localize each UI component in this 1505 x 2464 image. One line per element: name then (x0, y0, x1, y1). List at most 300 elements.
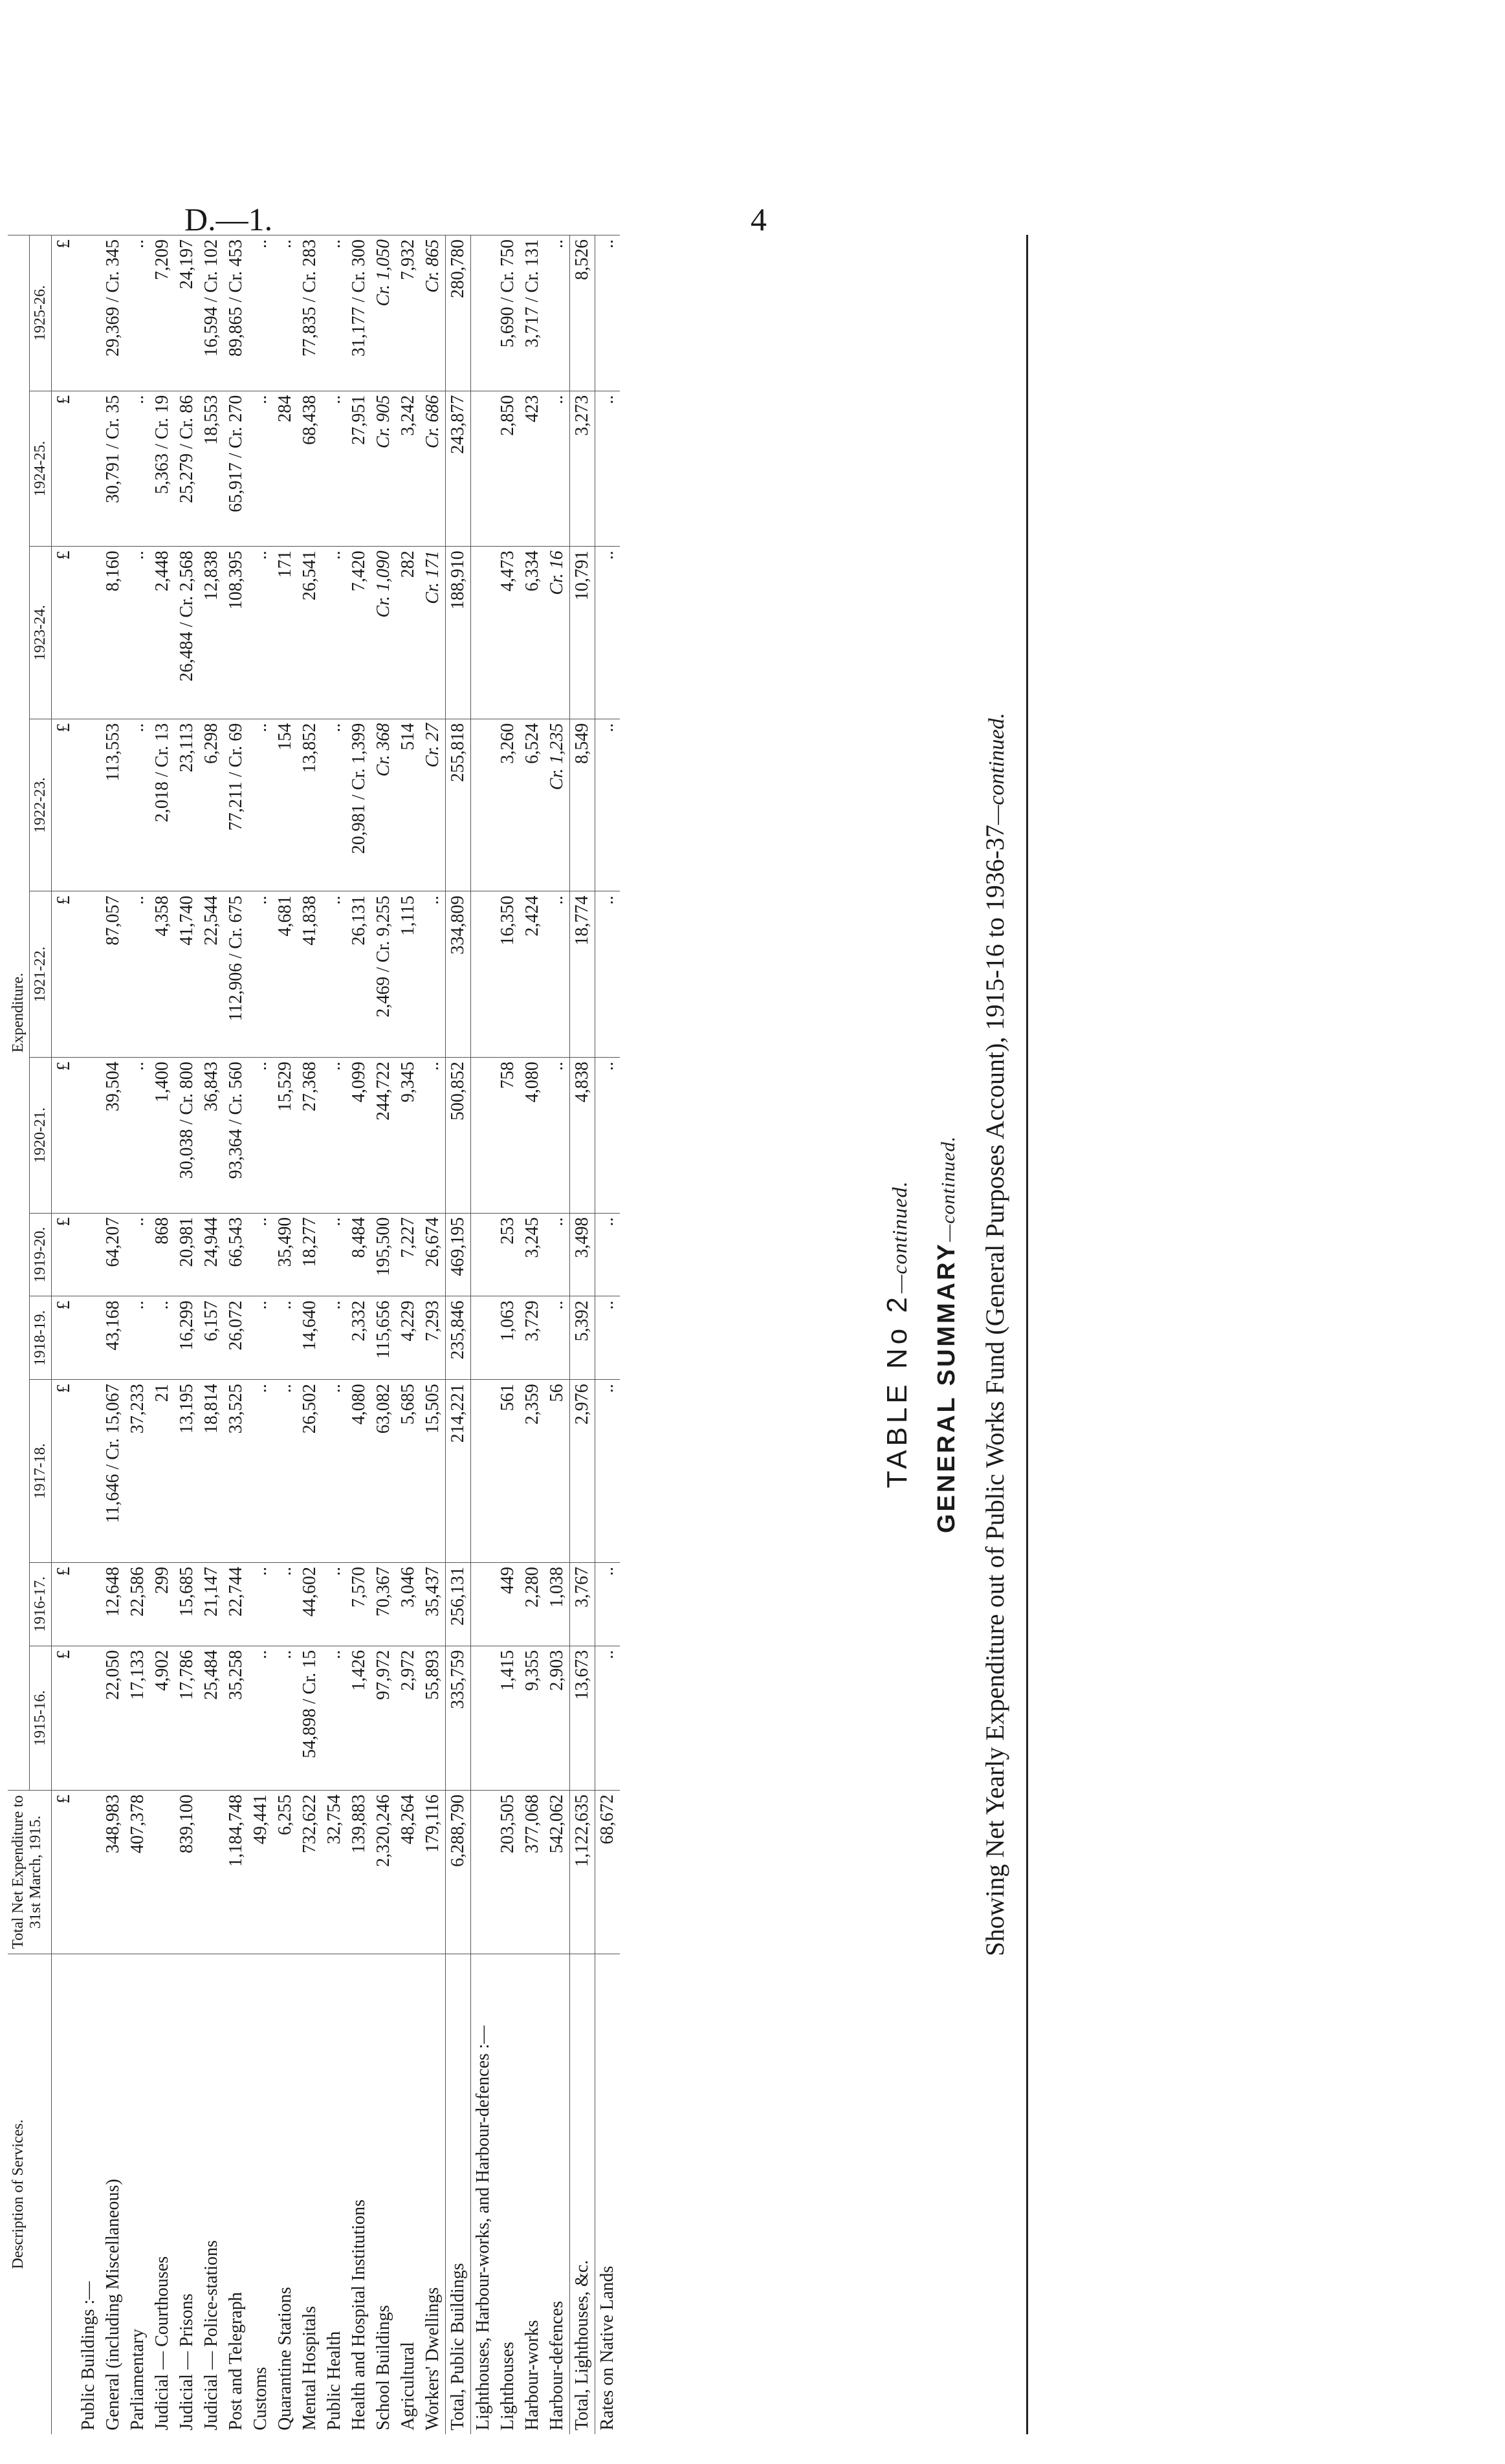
value-cell: 284 (273, 391, 298, 547)
row-label: Harbour-works (520, 1954, 545, 2435)
total-cell: 6,288,790 (446, 1791, 471, 1954)
value-cell (471, 719, 496, 891)
unit-cell: £ (52, 719, 77, 891)
value-cell: .. (322, 1562, 347, 1646)
value-cell: 22,586 (126, 1562, 150, 1646)
table-row (371, 235, 396, 2435)
value-cell: 25,484 (199, 1646, 224, 1790)
unit-row (52, 235, 77, 2435)
year-header: 1921-22. (30, 891, 52, 1058)
subtitle-suffix: —continued. (985, 713, 1009, 825)
value-cell: 1,115 (396, 891, 421, 1058)
value-cell: 7,932 (396, 235, 421, 391)
unit-cell: £ (52, 1380, 77, 1563)
value-cell: 12,838 (199, 547, 224, 719)
table-row (396, 235, 421, 2435)
value-cell: .. (248, 1213, 273, 1296)
total-cell: 48,264 (396, 1791, 421, 1954)
value-cell: 15,529 (273, 1058, 298, 1214)
table-row (446, 235, 471, 2435)
value-cell: .. (273, 1296, 298, 1380)
value-cell (471, 547, 496, 719)
unit-cell: £ (52, 1791, 77, 1954)
unit-cell: £ (52, 391, 77, 547)
value-cell (76, 1646, 101, 1790)
row-label: Customs (248, 1954, 273, 2435)
value-cell: .. (322, 547, 347, 719)
heading-text: GENERAL SUMMARY (933, 1241, 960, 1534)
row-label: Total, Public Buildings (446, 1954, 471, 2435)
value-cell (471, 1380, 496, 1563)
value-cell: 4,080 (347, 1380, 371, 1563)
value-cell: 299 (150, 1562, 175, 1646)
table-row (570, 235, 595, 2435)
value-cell: .. (595, 1646, 621, 1790)
row-label: Rates on Native Lands (595, 1954, 621, 2435)
total-cell (199, 1791, 224, 1954)
unit-cell: £ (52, 1213, 77, 1296)
total-cell: 179,116 (421, 1791, 446, 1954)
value-cell: .. (322, 1058, 347, 1214)
value-cell: 16,594 / Cr. 102 (199, 235, 224, 391)
value-cell: 2,280 (520, 1562, 545, 1646)
value-cell: .. (248, 1646, 273, 1790)
value-cell: .. (322, 235, 347, 391)
value-cell: 5,685 (396, 1380, 421, 1563)
value-cell: 77,835 / Cr. 283 (298, 235, 322, 391)
value-cell: .. (126, 1058, 150, 1214)
value-cell: 3,717 / Cr. 131 (520, 235, 545, 391)
value-cell: 41,740 (175, 891, 199, 1058)
row-label: Workers' Dwellings (421, 1954, 446, 2435)
row-label: Health and Hospital Institutions (347, 1954, 371, 2435)
value-cell: 3,242 (396, 391, 421, 547)
value-cell: 243,877 (446, 391, 471, 547)
value-cell: 4,099 (347, 1058, 371, 1214)
value-cell: 868 (150, 1213, 175, 1296)
value-cell: 195,500 (371, 1213, 396, 1296)
value-cell: 3,260 (496, 719, 520, 891)
value-cell: 7,570 (347, 1562, 371, 1646)
value-cell: 17,786 (175, 1646, 199, 1790)
value-cell: .. (248, 1296, 273, 1380)
value-cell: 11,646 / Cr. 15,067 (101, 1380, 126, 1563)
value-cell: 30,038 / Cr. 800 (175, 1058, 199, 1214)
row-label: Parliamentary (126, 1954, 150, 2435)
table-row (126, 235, 150, 2435)
value-cell: 2,850 (496, 391, 520, 547)
value-cell: .. (273, 1380, 298, 1563)
value-cell: 2,424 (520, 891, 545, 1058)
value-cell: 14,640 (298, 1296, 322, 1380)
unit-cell: £ (52, 547, 77, 719)
value-cell (76, 391, 101, 547)
value-cell: 2,903 (545, 1646, 570, 1790)
value-cell: 7,293 (421, 1296, 446, 1380)
value-cell: .. (126, 391, 150, 547)
value-cell: 2,972 (396, 1646, 421, 1790)
value-cell: 66,543 (224, 1213, 248, 1296)
value-cell: 70,367 (371, 1562, 396, 1646)
heading-suffix: —continued. (938, 1135, 959, 1242)
value-cell: 4,838 (570, 1058, 595, 1214)
value-cell: .. (126, 1213, 150, 1296)
row-label: Post and Telegraph (224, 1954, 248, 2435)
value-cell: Cr. 1,235 (545, 719, 570, 891)
value-cell: 21,147 (199, 1562, 224, 1646)
value-cell: 22,050 (101, 1646, 126, 1790)
value-cell: .. (421, 1058, 446, 1214)
year-header: 1919-20. (30, 1213, 52, 1296)
value-cell: .. (595, 1058, 621, 1214)
value-cell: 214,221 (446, 1380, 471, 1563)
value-cell: Cr. 1,090 (371, 547, 396, 719)
value-cell: 35,437 (421, 1562, 446, 1646)
value-cell: .. (595, 1380, 621, 1563)
value-cell (76, 1296, 101, 1380)
value-cell: Cr. 171 (421, 547, 446, 719)
value-cell: 56 (545, 1380, 570, 1563)
value-cell: 22,544 (199, 891, 224, 1058)
table-row (248, 235, 273, 2435)
value-cell: .. (126, 1296, 150, 1380)
unit-blank (52, 1954, 77, 2435)
row-label: Public Health (322, 1954, 347, 2435)
unit-cell: £ (52, 1562, 77, 1646)
value-cell: .. (126, 891, 150, 1058)
value-cell: 39,504 (101, 1058, 126, 1214)
value-cell: 26,484 / Cr. 2,568 (175, 547, 199, 719)
value-cell: .. (322, 1646, 347, 1790)
value-cell: 26,072 (224, 1296, 248, 1380)
value-cell: .. (595, 547, 621, 719)
value-cell: 108,395 (224, 547, 248, 719)
value-cell: 8,549 (570, 719, 595, 891)
value-cell: 6,157 (199, 1296, 224, 1380)
value-cell (471, 1213, 496, 1296)
value-cell: 24,197 (175, 235, 199, 391)
value-cell: .. (248, 1058, 273, 1214)
row-label: Judicial — Courthouses (150, 1954, 175, 2435)
table-row (595, 235, 621, 2435)
value-cell: 171 (273, 547, 298, 719)
value-cell (76, 1380, 101, 1563)
value-cell: .. (322, 1296, 347, 1380)
value-cell: 29,369 / Cr. 345 (101, 235, 126, 391)
value-cell: .. (248, 391, 273, 547)
year-header: 1916-17. (30, 1562, 52, 1646)
value-cell: .. (595, 1296, 621, 1380)
value-cell: 41,838 (298, 891, 322, 1058)
unit-cell: £ (52, 1296, 77, 1380)
table-row (298, 235, 322, 2435)
title-suffix: —continued. (888, 1181, 911, 1294)
value-cell: 43,168 (101, 1296, 126, 1380)
value-cell: 5,392 (570, 1296, 595, 1380)
row-label: Lighthouses, Harbour-works, and Harbour-defences :— (471, 1954, 496, 2435)
value-cell: 31,177 / Cr. 300 (347, 235, 371, 391)
value-cell: Cr. 1,050 (371, 235, 396, 391)
value-cell: 4,681 (273, 891, 298, 1058)
value-cell: .. (595, 719, 621, 891)
value-cell: 4,358 (150, 891, 175, 1058)
row-label: Quarantine Stations (273, 1954, 298, 2435)
value-cell: .. (248, 719, 273, 891)
value-cell: .. (126, 719, 150, 891)
value-cell: 15,505 (421, 1380, 446, 1563)
value-cell: .. (545, 1296, 570, 1380)
total-cell: 1,122,635 (570, 1791, 595, 1954)
value-cell: 20,981 (175, 1213, 199, 1296)
value-cell (471, 1296, 496, 1380)
value-cell: 4,902 (150, 1646, 175, 1790)
value-cell: 37,233 (126, 1380, 150, 1563)
value-cell: .. (273, 1562, 298, 1646)
value-cell: .. (248, 1562, 273, 1646)
value-cell: 449 (496, 1562, 520, 1646)
value-cell: 35,258 (224, 1646, 248, 1790)
value-cell: 35,490 (273, 1213, 298, 1296)
value-cell: .. (545, 1058, 570, 1214)
value-cell: 256,131 (446, 1562, 471, 1646)
value-cell: 1,063 (496, 1296, 520, 1380)
value-cell: 4,229 (396, 1296, 421, 1380)
value-cell: 115,656 (371, 1296, 396, 1380)
value-cell: 469,195 (446, 1213, 471, 1296)
value-cell: 26,502 (298, 1380, 322, 1563)
table-row (496, 235, 520, 2435)
value-cell: 6,524 (520, 719, 545, 891)
total-cell: 839,100 (175, 1791, 199, 1954)
value-cell: 561 (496, 1380, 520, 1563)
value-cell (76, 891, 101, 1058)
value-cell: 93,364 / Cr. 560 (224, 1058, 248, 1214)
value-cell: 16,350 (496, 891, 520, 1058)
value-cell (76, 1213, 101, 1296)
row-label: School Buildings (371, 1954, 396, 2435)
year-header: 1915-16. (30, 1646, 52, 1790)
value-cell: 1,426 (347, 1646, 371, 1790)
value-cell: .. (322, 391, 347, 547)
value-cell: 3,729 (520, 1296, 545, 1380)
total-cell: 407,378 (126, 1791, 150, 1954)
value-cell: 5,363 / Cr. 19 (150, 391, 175, 547)
value-cell: 758 (496, 1058, 520, 1214)
year-header: 1925-26. (30, 235, 52, 391)
year-header: 1920-21. (30, 1058, 52, 1214)
value-cell: .. (595, 1213, 621, 1296)
total-cell: 49,441 (248, 1791, 273, 1954)
total-cell: 32,754 (322, 1791, 347, 1954)
subtitle-text: Showing Net Yearly Expenditure out of Public Works Fund (General Purposes Account), 1915-16 to 1936-37 (980, 824, 1009, 1956)
year-header: 1918-19. (30, 1296, 52, 1380)
value-cell: .. (595, 235, 621, 391)
value-cell: 8,484 (347, 1213, 371, 1296)
row-label: Public Buildings :— (76, 1954, 101, 2435)
value-cell: Cr. 27 (421, 719, 446, 891)
value-cell: 12,648 (101, 1562, 126, 1646)
value-cell: 1,415 (496, 1646, 520, 1790)
value-cell: 282 (396, 547, 421, 719)
value-cell: 18,814 (199, 1380, 224, 1563)
value-cell: 13,195 (175, 1380, 199, 1563)
unit-cell: £ (52, 891, 77, 1058)
value-cell: .. (545, 1213, 570, 1296)
value-cell: 2,359 (520, 1380, 545, 1563)
year-header: 1924-25. (30, 391, 52, 547)
value-cell: 13,852 (298, 719, 322, 891)
value-cell: 77,211 / Cr. 69 (224, 719, 248, 891)
value-cell: 44,602 (298, 1562, 322, 1646)
total-header: Total Net Expenditure to 31st March, 1915. (8, 1791, 52, 1954)
total-cell: 6,255 (273, 1791, 298, 1954)
total-cell: 203,505 (496, 1791, 520, 1954)
value-cell: 22,744 (224, 1562, 248, 1646)
value-cell: 10,791 (570, 547, 595, 719)
value-cell: 23,113 (175, 719, 199, 891)
table-row (224, 235, 248, 2435)
table-row (421, 235, 446, 2435)
value-cell: 27,368 (298, 1058, 322, 1214)
value-cell (471, 1562, 496, 1646)
value-cell: 25,279 / Cr. 86 (175, 391, 199, 547)
value-cell: 68,438 (298, 391, 322, 547)
value-cell: 423 (520, 391, 545, 547)
value-cell: 280,780 (446, 235, 471, 391)
value-cell (76, 547, 101, 719)
row-label: Harbour-defences (545, 1954, 570, 2435)
value-cell: 55,893 (421, 1646, 446, 1790)
row-label: Total, Lighthouses, &c. (570, 1954, 595, 2435)
value-cell: .. (248, 235, 273, 391)
value-cell: Cr. 865 (421, 235, 446, 391)
value-cell: Cr. 368 (371, 719, 396, 891)
value-cell (471, 891, 496, 1058)
row-label: Judicial — Prisons (175, 1954, 199, 2435)
value-cell: 18,553 (199, 391, 224, 547)
value-cell: 3,245 (520, 1213, 545, 1296)
rule (1026, 235, 1028, 2434)
document-reference: D.—1. (184, 201, 273, 237)
value-cell: 3,498 (570, 1213, 595, 1296)
value-cell: 30,791 / Cr. 35 (101, 391, 126, 547)
total-cell: 68,672 (595, 1791, 621, 1954)
value-cell: 54,898 / Cr. 15 (298, 1646, 322, 1790)
total-cell (76, 1791, 101, 1954)
value-cell: 3,273 (570, 391, 595, 547)
total-cell (471, 1791, 496, 1954)
row-label: Lighthouses (496, 1954, 520, 2435)
year-header: 1917-18. (30, 1380, 52, 1563)
total-cell: 732,622 (298, 1791, 322, 1954)
title-text: TABLE No 2 (881, 1293, 913, 1488)
value-cell: 9,345 (396, 1058, 421, 1214)
table-row (175, 235, 199, 2435)
value-cell: 4,080 (520, 1058, 545, 1214)
value-cell: .. (595, 391, 621, 547)
table-row (471, 235, 496, 2435)
value-cell (76, 235, 101, 391)
value-cell: 9,355 (520, 1646, 545, 1790)
unit-cell: £ (52, 235, 77, 391)
value-cell: 64,207 (101, 1213, 126, 1296)
total-cell: 542,062 (545, 1791, 570, 1954)
rotated-table-block (1, 235, 1088, 2434)
value-cell: .. (595, 1562, 621, 1646)
value-cell: 112,906 / Cr. 675 (224, 891, 248, 1058)
table-row (322, 235, 347, 2435)
table-row (545, 235, 570, 2435)
value-cell: .. (545, 391, 570, 547)
value-cell: 244,722 (371, 1058, 396, 1214)
value-cell (471, 1646, 496, 1790)
value-cell (76, 1058, 101, 1214)
value-cell: 18,277 (298, 1213, 322, 1296)
row-label: Judicial — Police-stations (199, 1954, 224, 2435)
value-cell: .. (545, 235, 570, 391)
value-cell: .. (273, 1646, 298, 1790)
table-row (101, 235, 126, 2435)
total-cell: 377,068 (520, 1791, 545, 1954)
value-cell: Cr. 16 (545, 547, 570, 719)
row-label: Mental Hospitals (298, 1954, 322, 2435)
value-cell: .. (273, 235, 298, 391)
value-cell: 6,334 (520, 547, 545, 719)
value-cell: 26,131 (347, 891, 371, 1058)
value-cell: 334,809 (446, 891, 471, 1058)
value-cell: 5,690 / Cr. 750 (496, 235, 520, 391)
value-cell: .. (248, 1380, 273, 1563)
value-cell: 2,976 (570, 1380, 595, 1563)
value-cell: 6,298 (199, 719, 224, 891)
value-cell: .. (322, 719, 347, 891)
value-cell: 1,038 (545, 1562, 570, 1646)
value-cell: .. (322, 891, 347, 1058)
expenditure-table (8, 235, 620, 2434)
value-cell: 113,553 (101, 719, 126, 891)
table-row (347, 235, 371, 2435)
value-cell: 8,526 (570, 235, 595, 391)
value-cell: 87,057 (101, 891, 126, 1058)
value-cell: 7,420 (347, 547, 371, 719)
value-cell: 63,082 (371, 1380, 396, 1563)
year-header: 1923-24. (30, 547, 52, 719)
table-row (273, 235, 298, 2435)
value-cell: 13,673 (570, 1646, 595, 1790)
expenditure-header: Expenditure. (8, 235, 30, 1791)
value-cell: 154 (273, 719, 298, 891)
value-cell: .. (595, 891, 621, 1058)
value-cell: 2,448 (150, 547, 175, 719)
value-cell: Cr. 686 (421, 391, 446, 547)
table-body (52, 235, 621, 2435)
value-cell: 89,865 / Cr. 453 (224, 235, 248, 391)
value-cell: 514 (396, 719, 421, 891)
value-cell (471, 235, 496, 391)
value-cell: 188,910 (446, 547, 471, 719)
unit-cell: £ (52, 1058, 77, 1214)
value-cell: .. (126, 235, 150, 391)
total-cell: 139,883 (347, 1791, 371, 1954)
value-cell: 335,759 (446, 1646, 471, 1790)
value-cell: 65,917 / Cr. 270 (224, 391, 248, 547)
value-cell: 4,473 (496, 547, 520, 719)
total-cell: 1,184,748 (224, 1791, 248, 1954)
value-cell: 21 (150, 1380, 175, 1563)
year-header: 1922-23. (30, 719, 52, 891)
value-cell: 24,944 (199, 1213, 224, 1296)
value-cell: 27,951 (347, 391, 371, 547)
